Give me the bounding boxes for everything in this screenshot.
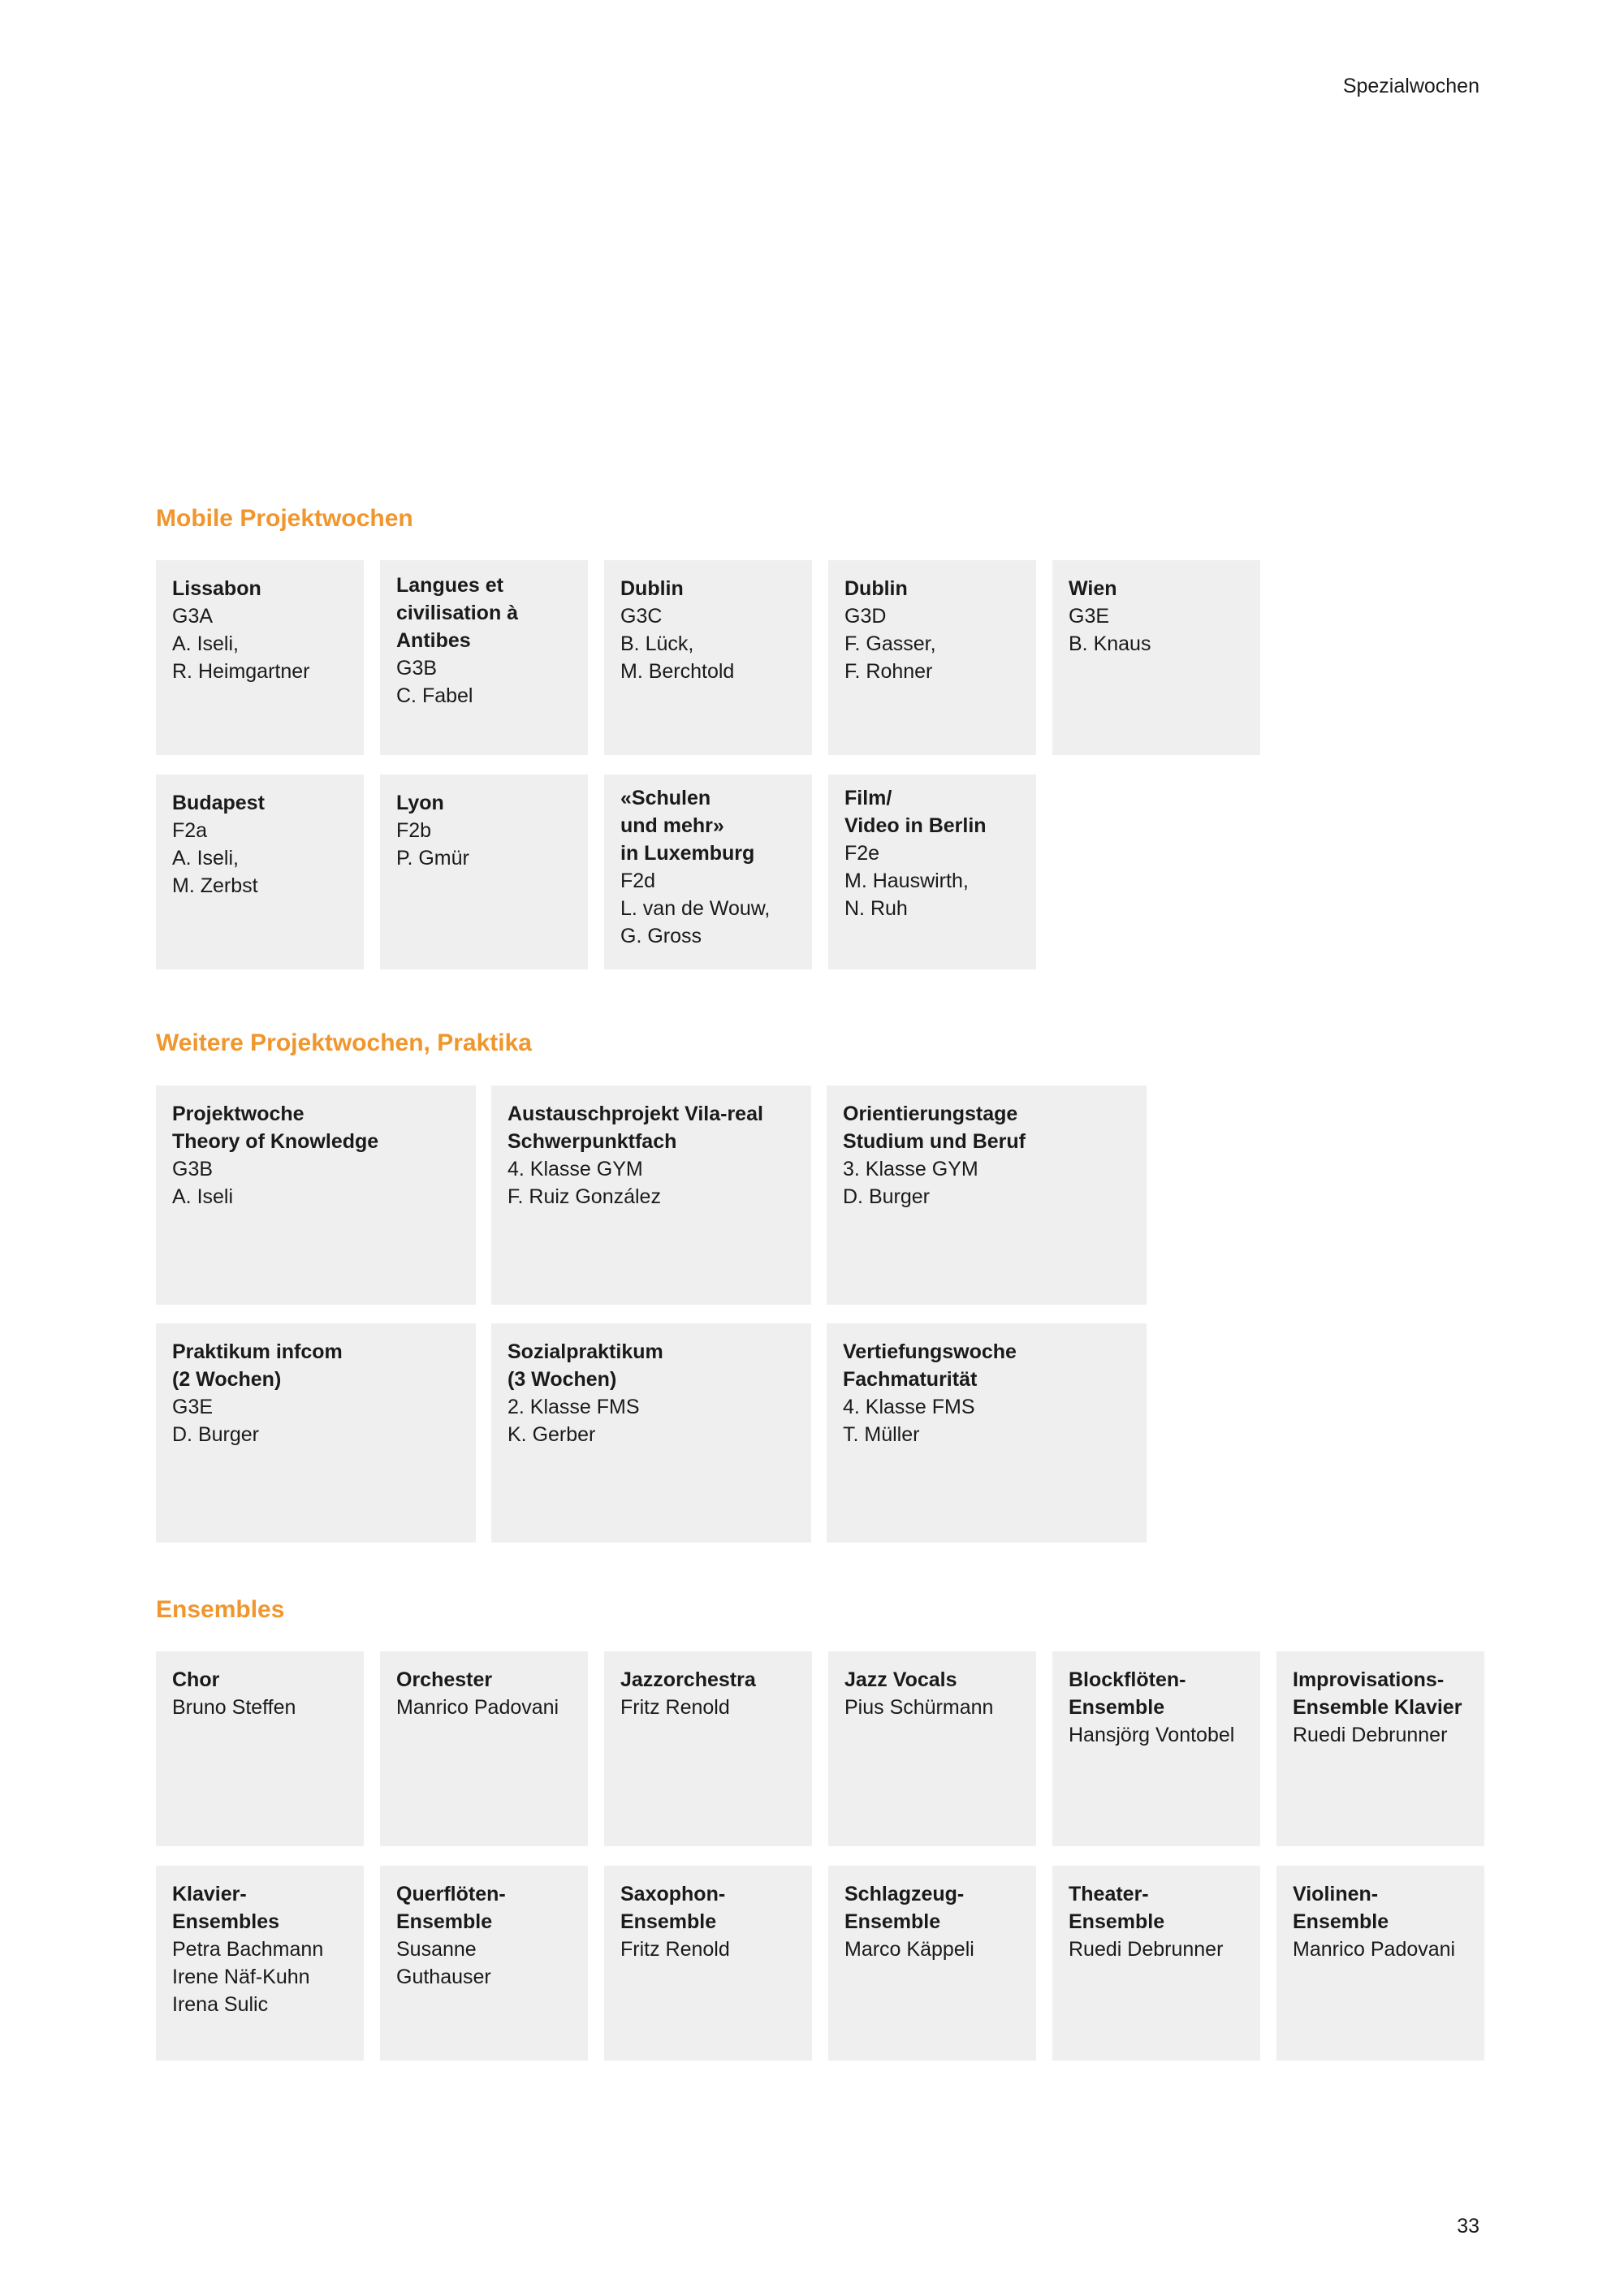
card-line: G3E xyxy=(172,1396,214,1418)
card-title: Jazzorchestra xyxy=(620,1668,756,1691)
card-title: Querflöten- Ensemble xyxy=(396,1883,506,1933)
running-head: Spezialwochen xyxy=(1342,75,1479,97)
card-line: G3B xyxy=(172,1158,214,1180)
card-line: Fritz Renold xyxy=(620,1938,730,1961)
project-card xyxy=(1052,560,1260,755)
card-title: Langues et civilisation à Antibes xyxy=(396,574,519,652)
card-line: M. Hauswirth, xyxy=(844,870,969,892)
project-card xyxy=(156,775,364,969)
project-card xyxy=(156,560,364,755)
ensemble-card xyxy=(380,1866,588,2061)
card-title: Schlagzeug- Ensemble xyxy=(844,1883,965,1933)
card-line: B. Lück, xyxy=(620,632,694,655)
section-heading-ensembles: Ensembles xyxy=(156,1596,285,1623)
card-line: Pius Schürmann xyxy=(844,1696,994,1719)
project-card xyxy=(380,560,588,755)
project-card xyxy=(828,775,1036,969)
card-title: Film/ Video in Berlin xyxy=(844,787,987,837)
card-title: Orchester xyxy=(396,1668,493,1691)
card-line: P. Gmür xyxy=(396,847,469,870)
card-line: Petra Bachmann xyxy=(172,1938,324,1961)
card-title: Violinen- Ensemble xyxy=(1293,1883,1389,1933)
ensemble-card xyxy=(1276,1651,1484,1846)
card-line: D. Burger xyxy=(843,1185,930,1208)
card-line: Fritz Renold xyxy=(620,1696,730,1719)
card-line: Ruedi Debrunner xyxy=(1293,1724,1448,1746)
card-title: Sozialpraktikum (3 Wochen) xyxy=(508,1340,663,1391)
card-line: F. Rohner xyxy=(844,660,933,683)
project-card xyxy=(380,775,588,969)
section-heading-weitere: Weitere Projektwochen, Praktika xyxy=(156,1029,532,1056)
ensemble-card xyxy=(1052,1866,1260,2061)
card-line: Ruedi Debrunner xyxy=(1069,1938,1224,1961)
card-title: Saxophon- Ensemble xyxy=(620,1883,726,1933)
project-card xyxy=(827,1323,1147,1543)
ensemble-card xyxy=(1052,1651,1260,1846)
card-line: Irena Sulic xyxy=(172,1993,269,2016)
ensemble-card xyxy=(1276,1866,1484,2061)
card-line: 4. Klasse FMS xyxy=(843,1396,975,1418)
card-line: C. Fabel xyxy=(396,684,473,707)
ensemble-card xyxy=(156,1651,364,1846)
project-card xyxy=(827,1085,1147,1305)
card-title: Orientierungstage Studium und Beruf xyxy=(843,1103,1026,1153)
card-line: F2e xyxy=(844,842,880,865)
card-line: F2b xyxy=(396,819,432,842)
card-title: Wien xyxy=(1069,577,1117,600)
card-line: F. Gasser, xyxy=(844,632,936,655)
card-line: G3C xyxy=(620,605,663,628)
card-line: B. Knaus xyxy=(1069,632,1151,655)
project-card xyxy=(491,1085,811,1305)
project-card xyxy=(828,560,1036,755)
card-line: G3E xyxy=(1069,605,1110,628)
grid-spacer xyxy=(1276,560,1484,755)
card-line: 3. Klasse GYM xyxy=(843,1158,978,1180)
card-line: Irene Näf-Kuhn xyxy=(172,1966,310,1988)
card-title: Dublin xyxy=(844,577,908,600)
card-line: L. van de Wouw, xyxy=(620,897,771,920)
project-card xyxy=(491,1323,811,1543)
card-line: Hansjörg Vontobel xyxy=(1069,1724,1235,1746)
card-title: Lissabon xyxy=(172,577,261,600)
ensemble-card xyxy=(828,1866,1036,2061)
card-title: Lyon xyxy=(396,792,444,814)
card-title: Theater- Ensemble xyxy=(1069,1883,1165,1933)
card-title: Dublin xyxy=(620,577,684,600)
ensemble-card xyxy=(380,1651,588,1846)
card-line: 4. Klasse GYM xyxy=(508,1158,643,1180)
card-line: F2d xyxy=(620,870,656,892)
mobile-projektwochen-grid xyxy=(156,560,1484,969)
card-line: Susanne Guthauser xyxy=(396,1938,491,1988)
project-card xyxy=(156,1323,476,1543)
card-title: «Schulen und mehr» in Luxemburg xyxy=(620,787,755,865)
card-title: Vertiefungswoche Fachmaturität xyxy=(843,1340,1017,1391)
card-title: Praktikum infcom (2 Wochen) xyxy=(172,1340,343,1391)
ensemble-card xyxy=(828,1651,1036,1846)
card-title: Jazz Vocals xyxy=(844,1668,957,1691)
card-title: Budapest xyxy=(172,792,265,814)
weitere-projektwochen-grid xyxy=(156,1085,1147,1543)
project-card xyxy=(156,1085,476,1305)
card-line: G. Gross xyxy=(620,925,702,947)
card-title: Projektwoche Theory of Knowledge xyxy=(172,1103,379,1153)
card-title: Austauschprojekt Vila-real Schwerpunktfach xyxy=(508,1103,763,1153)
card-line: T. Müller xyxy=(843,1423,920,1446)
page-number: 33 xyxy=(1457,2215,1479,2238)
card-line: M. Berchtold xyxy=(620,660,735,683)
card-line: Manrico Padovani xyxy=(1293,1938,1456,1961)
project-card xyxy=(604,775,812,969)
card-title: Blockflöten- Ensemble xyxy=(1069,1668,1186,1719)
card-line: K. Gerber xyxy=(508,1423,596,1446)
card-line: Bruno Steffen xyxy=(172,1696,296,1719)
ensemble-card xyxy=(604,1651,812,1846)
card-line: G3A xyxy=(172,605,214,628)
card-line: Manrico Padovani xyxy=(396,1696,559,1719)
ensembles-grid xyxy=(156,1651,1484,2061)
card-line: F. Ruiz González xyxy=(508,1185,661,1208)
card-line: 2. Klasse FMS xyxy=(508,1396,640,1418)
card-line: R. Heimgartner xyxy=(172,660,310,683)
section-heading-mobile: Mobile Projektwochen xyxy=(156,505,413,532)
card-line: A. Iseli, xyxy=(172,847,239,870)
card-line: N. Ruh xyxy=(844,897,908,920)
ensemble-card xyxy=(604,1866,812,2061)
card-line: Marco Käppeli xyxy=(844,1938,974,1961)
card-title: Chor xyxy=(172,1668,220,1691)
card-line: D. Burger xyxy=(172,1423,259,1446)
card-title: Klavier-Ensembles xyxy=(172,1883,280,1933)
card-line: G3B xyxy=(396,657,438,680)
card-line: A. Iseli xyxy=(172,1185,234,1208)
card-line: F2a xyxy=(172,819,208,842)
card-title: Improvisations- Ensemble Klavier xyxy=(1293,1668,1462,1719)
card-line: A. Iseli, xyxy=(172,632,239,655)
project-card xyxy=(604,560,812,755)
card-line: G3D xyxy=(844,605,887,628)
card-line: M. Zerbst xyxy=(172,874,258,897)
ensemble-card xyxy=(156,1866,364,2061)
